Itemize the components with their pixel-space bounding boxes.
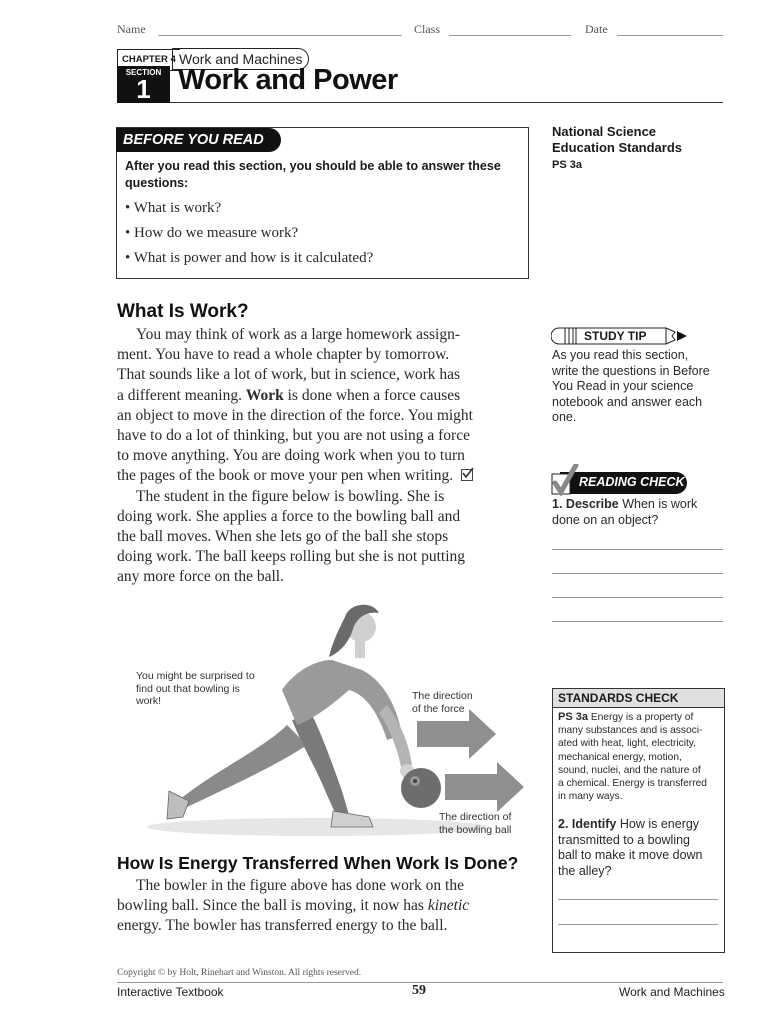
before-you-read-banner: BEFORE YOU READ <box>116 128 281 152</box>
footer-left: Interactive Textbook <box>117 985 224 999</box>
study-tip-label: STUDY TIP <box>584 329 647 343</box>
text-line: in many ways. <box>558 791 623 803</box>
ball-direction-arrow-icon <box>445 762 525 812</box>
question-text: What is work? <box>133 200 222 216</box>
question-verb: Describe <box>565 497 619 511</box>
title-rule <box>170 102 723 103</box>
text-line <box>558 817 722 833</box>
text-line: energy. The bowler has transferred energy to the ball. <box>117 917 448 935</box>
text-line: As you read this section, <box>552 348 689 362</box>
text-line: You may think of work as a large homework assign- <box>136 326 461 343</box>
text-line: ment. You have to read a whole chapter by tomorrow. <box>117 346 450 364</box>
bowling-figure <box>117 595 537 845</box>
standards-code: PS 3a <box>558 711 588 723</box>
text-line: notebook and answer each <box>552 394 703 409</box>
chapter-title: Work and Machines <box>172 48 309 70</box>
energy-body <box>117 876 537 937</box>
standards-check-label: STANDARDS CHECK <box>553 689 724 708</box>
standards-check-text <box>558 711 722 803</box>
answer-line[interactable] <box>552 597 723 598</box>
section-number: 1 <box>136 74 151 104</box>
page-title: Work and Power <box>178 64 398 96</box>
text-line: mechanical energy, motion, <box>558 751 682 763</box>
what-is-work-body <box>117 325 532 588</box>
standards-check-box <box>552 688 725 953</box>
text-line <box>558 711 722 724</box>
text-line: many substances and is associ- <box>558 725 703 737</box>
standards-title-line: National Science <box>552 124 657 139</box>
text-line: done on an object? <box>552 512 659 527</box>
answer-line[interactable] <box>558 924 718 925</box>
chapter-label: CHAPTER 4 <box>117 49 180 71</box>
standards-title-line: Education Standards <box>552 140 683 155</box>
text-line: ated with heat, light, electricity, <box>558 738 696 750</box>
answer-line[interactable] <box>552 621 723 622</box>
text-line: any more force on the ball. <box>117 568 284 586</box>
identify-question <box>558 817 722 879</box>
text-line: the alley? <box>558 863 612 878</box>
class-field[interactable] <box>449 35 571 36</box>
text-line: the ball moves. When she lets go of the ball she stops <box>117 528 449 546</box>
term-work: Work <box>245 386 284 404</box>
text-line: ball to make it move down <box>558 848 703 863</box>
text-line: work! <box>136 695 162 707</box>
question-text: How do we measure work? <box>134 225 299 241</box>
text-line <box>117 386 532 406</box>
text-line: That sounds like a lot of work, but in science, work has <box>117 366 461 384</box>
standards-code: PS 3a <box>552 159 582 171</box>
text-line: transmitted to a bowling <box>558 832 691 847</box>
text-line: doing work. The ball keeps rolling but she is not putting <box>117 548 466 566</box>
text-line: to move anything. You are doing work when you to turn <box>117 447 465 465</box>
text-line: The student in the figure below is bowling. She is <box>136 487 445 505</box>
force-arrow-icon <box>417 709 497 759</box>
text-line <box>117 466 532 486</box>
before-you-read-intro: After you read this section, you should be able to answer these questions: <box>125 159 501 190</box>
date-field[interactable] <box>617 35 723 36</box>
name-label: Name <box>117 22 146 36</box>
text-line: an object to move in the direction of the force. You might <box>117 406 473 424</box>
text-line: one. <box>552 410 577 425</box>
text-line: the bowling ball <box>439 823 512 836</box>
name-field[interactable] <box>158 35 402 36</box>
answer-line[interactable] <box>552 549 723 550</box>
date-label: Date <box>585 22 608 36</box>
class-label: Class <box>414 22 441 36</box>
text-line: You Read in your science <box>552 379 694 394</box>
question-item: • What is power and how is it calculated? <box>125 250 374 266</box>
question-item: • What is work? <box>125 200 222 216</box>
reading-check-badge <box>551 464 691 496</box>
section-badge <box>117 66 170 103</box>
text-line: write the questions in Before <box>552 363 710 378</box>
figure-caption <box>136 670 255 708</box>
question-item: • How do we measure work? <box>125 225 299 241</box>
text-line: The direction <box>412 690 473 702</box>
study-tip-text <box>552 348 710 426</box>
question-verb: Identify <box>571 817 617 831</box>
reading-check-question <box>552 497 697 528</box>
text-line <box>117 896 537 916</box>
question-number: 2. <box>558 817 569 831</box>
text-line: a chemical. Energy is transferred <box>558 778 707 790</box>
checkbox-icon <box>461 469 473 481</box>
what-is-work-heading: What Is Work? <box>117 301 249 322</box>
text-line: doing work. She applies a force to the bowling ball and <box>117 507 461 525</box>
footer-right: Work and Machines <box>619 985 725 999</box>
answer-line[interactable] <box>558 899 718 900</box>
text-span: When is work <box>622 497 698 511</box>
question-text: What is power and how is it calculated? <box>133 250 374 266</box>
question-number: 1. <box>552 497 563 511</box>
text-line: The direction of <box>439 811 512 823</box>
text-line: The bowler in the figure above has done work on the <box>136 877 464 894</box>
text-span: the pages of the book or move your pen when writing. <box>117 467 454 485</box>
text-span: Energy is a property of <box>590 712 694 723</box>
text-line <box>552 497 697 513</box>
reading-check-label: READING CHECK <box>579 475 685 489</box>
text-span: How is energy <box>619 817 700 831</box>
energy-heading: How Is Energy Transferred When Work Is Done? <box>117 853 519 873</box>
answer-line[interactable] <box>552 573 723 574</box>
copyright: Copyright © by Holt, Rinehart and Winston. All rights reserved. <box>117 968 362 978</box>
term-kinetic: kinetic <box>427 897 470 915</box>
text-span: a different meaning. <box>117 386 246 404</box>
text-line: find out that bowling is <box>136 682 240 695</box>
text-line: You might be surprised to <box>136 670 255 682</box>
text-line: of the force <box>412 702 465 715</box>
page-number: 59 <box>412 983 426 998</box>
force-direction-label <box>412 690 473 715</box>
study-tip-badge <box>551 327 691 345</box>
checkmark-icon <box>551 464 579 496</box>
text-line: sound, nuclei, and the nature of <box>558 764 701 776</box>
before-you-read-box <box>116 127 529 279</box>
text-span: bowling ball. Since the ball is moving, it now has <box>117 897 428 915</box>
standards-title <box>552 124 682 156</box>
ball-direction-label <box>439 811 511 836</box>
section-label: SECTION <box>125 68 162 77</box>
text-span: is done when a force causes <box>283 386 461 404</box>
text-line: have to do a lot of thinking, but you are not using a force <box>117 427 470 445</box>
